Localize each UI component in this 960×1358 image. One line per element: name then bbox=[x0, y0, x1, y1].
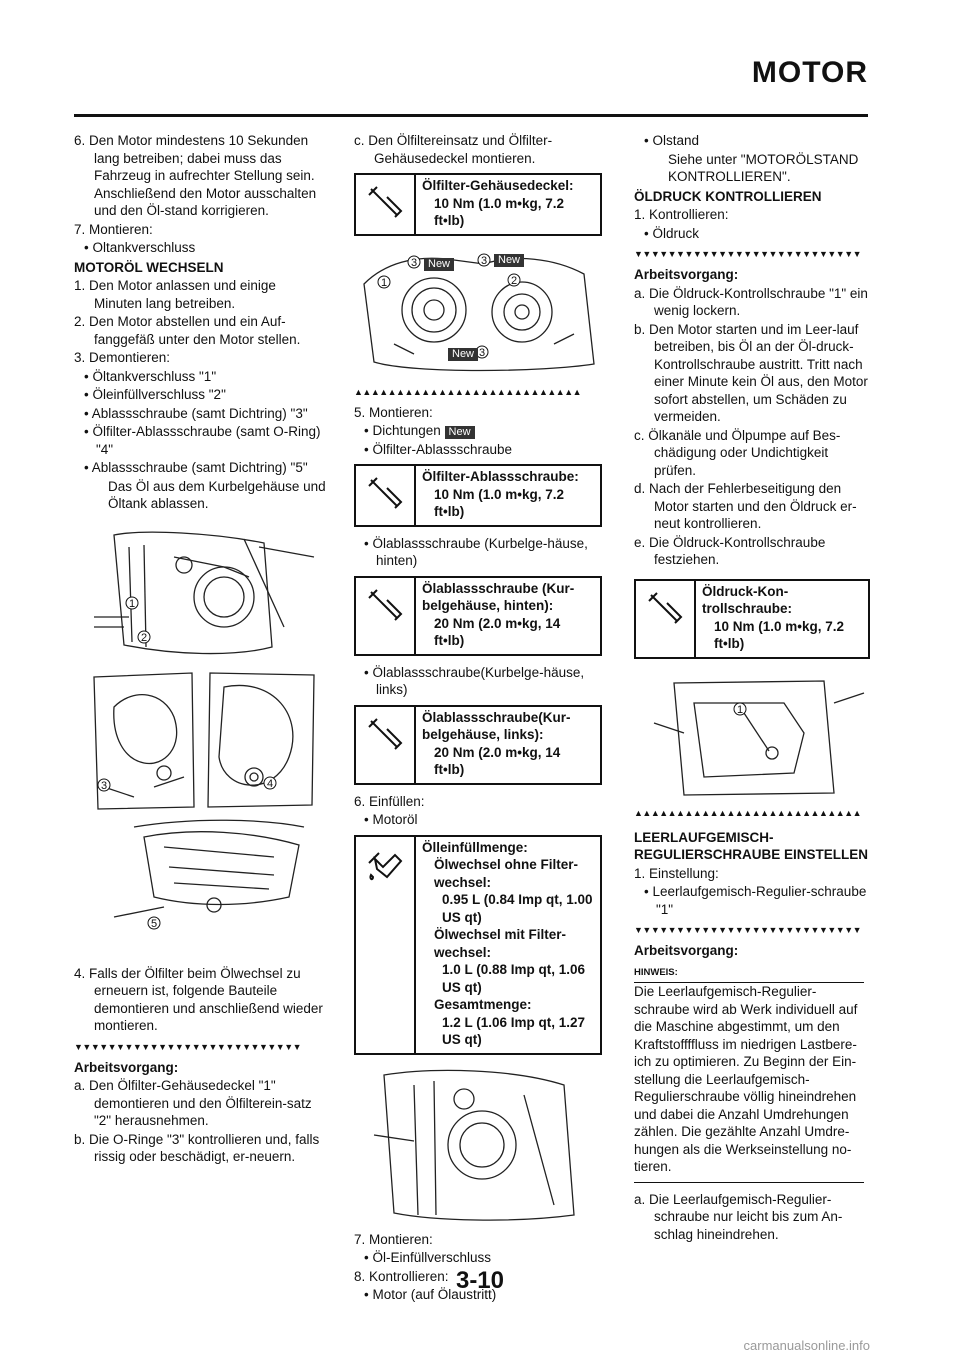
torque-spec bbox=[354, 576, 602, 656]
proc-e: e. Die Öldruck-Kontrollschraube festziehen. bbox=[634, 534, 826, 567]
note-heading: HINWEIS: bbox=[634, 964, 864, 984]
procedure-start-marker: ▼▼▼▼▼▼▼▼▼▼▼▼▼▼▼▼▼▼▼▼▼▼▼▼▼▼▼ bbox=[634, 925, 862, 935]
step-8: 8. Kontrollieren: bbox=[354, 1268, 449, 1284]
page-title: MOTOR bbox=[751, 56, 868, 89]
figure-drain-points bbox=[74, 527, 326, 959]
wrench-icon bbox=[365, 183, 405, 223]
bullet: • Öleinfüllverschluss "2" bbox=[84, 387, 226, 402]
oil-capacity-spec bbox=[354, 835, 602, 1055]
spec-value: 1.2 L (1.06 Imp qt, 1.27 US qt) bbox=[442, 1014, 586, 1047]
callout-5: 5 bbox=[151, 917, 158, 930]
figure-oil-filter bbox=[354, 244, 602, 380]
step-1: 1. Einstellung: bbox=[634, 865, 719, 881]
page-number: 3-10 bbox=[455, 1267, 505, 1294]
wrench-icon bbox=[365, 715, 405, 755]
spec-name: Ölfilter-Ablassschraube: bbox=[422, 469, 579, 484]
callout-4: 4 bbox=[267, 777, 274, 790]
page-header bbox=[0, 0, 960, 140]
bullet: • Ölfilter-Ablassschraube (samt O-Ring) "4" bbox=[84, 424, 321, 457]
step-7: 7. Montieren: bbox=[74, 221, 153, 237]
bullet: • Oltankverschluss bbox=[84, 240, 196, 255]
spec-value: 10 Nm (1.0 m•kg, 7.2 ft•lb) bbox=[434, 486, 565, 519]
spec-value: 0.95 L (0.84 Imp qt, 1.00 US qt) bbox=[442, 892, 593, 925]
proc-a: a. Die Leerlaufgemisch-Regulier-schraube nur leicht bis zum An-schlag hineindrehen. bbox=[634, 1191, 843, 1242]
step-1: 1. Den Motor anlassen und einige Minuten lang betreiben. bbox=[74, 278, 276, 311]
svg-text:1: 1 bbox=[737, 703, 744, 716]
proc-d: d. Nach der Fehlerbeseitigung den Motor starten und den Öldruck er-neut kontrollieren. bbox=[634, 481, 857, 531]
bullet: • Öl-Einfüllverschluss bbox=[364, 1250, 492, 1265]
callout-1: 1 bbox=[129, 597, 136, 610]
procedure-end-marker: ▲▲▲▲▲▲▲▲▲▲▲▲▲▲▲▲▲▲▲▲▲▲▲▲▲▲▲ bbox=[354, 386, 582, 397]
column-1 bbox=[74, 132, 326, 1167]
figure-oil-pressure bbox=[634, 673, 870, 801]
spec-value: 1.0 L (0.88 Imp qt, 1.06 US qt) bbox=[442, 962, 586, 995]
bullet: • Ablassschraube (samt Dichtring) "3" bbox=[84, 405, 308, 421]
torque-spec bbox=[634, 579, 870, 659]
svg-text:3: 3 bbox=[481, 254, 488, 267]
bullet: • Leerlaufgemisch-Regulier-schraube "1" bbox=[644, 884, 867, 917]
step-3: 3. Demontieren: bbox=[74, 350, 171, 365]
svg-text:3: 3 bbox=[479, 346, 486, 359]
spec-value: 20 Nm (2.0 m•kg, 14 ft•lb) bbox=[434, 744, 561, 777]
bullet-note: Siehe unter "MOTORÖLSTAND KONTROLLIEREN". bbox=[668, 151, 859, 184]
bullet: • Motoröl bbox=[364, 812, 418, 827]
bullet: • Ölablassschraube (Kurbelge-häuse, hinten) bbox=[364, 535, 588, 568]
wrench-icon bbox=[365, 586, 405, 626]
callout-2: 2 bbox=[141, 631, 148, 644]
procedure-start-marker: ▼▼▼▼▼▼▼▼▼▼▼▼▼▼▼▼▼▼▼▼▼▼▼▼▼▼▼ bbox=[74, 1041, 302, 1052]
callout-3: 3 bbox=[101, 779, 108, 792]
spec-name: Ölfilter-Gehäusedeckel: bbox=[422, 178, 574, 193]
spec-label: Gesamtmenge: bbox=[434, 997, 532, 1012]
spec-value: 10 Nm (1.0 m•kg, 7.2 ft•lb) bbox=[714, 618, 845, 651]
procedure-heading: Arbeitsvorgang: bbox=[634, 267, 739, 282]
section-heading: ÖLDRUCK KONTROLLIEREN bbox=[634, 188, 822, 204]
spec-value: 10 Nm (1.0 m•kg, 7.2 ft•lb) bbox=[434, 195, 565, 228]
spec-name: Ölleinfüllmenge: bbox=[422, 839, 528, 855]
spec-name: Ölablassschraube(Kur-belgehäuse, links): bbox=[422, 709, 571, 742]
torque-spec bbox=[354, 464, 602, 527]
spec-label: Ölwechsel ohne Filter-wechsel: bbox=[434, 857, 579, 890]
engine-drawing bbox=[634, 673, 870, 801]
proc-a: a. Die Öldruck-Kontrollschraube "1" ein wenig lockern. bbox=[634, 285, 868, 318]
proc-c: c. Den Ölfiltereinsatz und Ölfilter-Gehäusedeckel montieren. bbox=[354, 133, 553, 166]
svg-text:2: 2 bbox=[511, 274, 518, 287]
engine-drawing bbox=[354, 1065, 602, 1225]
proc-b: b. Den Motor starten und im Leer-lauf betreiben, bis Öl an der Öl-druck-Kontrollschraube austritt. Tritt nach einer Minute kein Öl aus, den Motor sofort abstellen, um Schäden zu vermeiden. bbox=[634, 321, 868, 424]
step-2: 2. Den Motor abstellen und ein Auf-fanggefäß unter den Motor stellen. bbox=[74, 314, 301, 347]
bullet: • Ölfilter-Ablassschraube bbox=[364, 441, 513, 457]
header-rule bbox=[74, 114, 868, 117]
spec-value: 20 Nm (2.0 m•kg, 14 ft•lb) bbox=[434, 615, 561, 648]
section-heading: MOTORÖL WECHSELN bbox=[74, 259, 224, 275]
bullet: • Olstand bbox=[644, 133, 700, 148]
bullet: • Öldruck bbox=[644, 225, 699, 241]
bullet: • Ölablassschraube(Kurbelge-häuse, links) bbox=[364, 664, 585, 697]
engine-drawing bbox=[74, 527, 326, 959]
procedure-heading: Arbeitsvorgang: bbox=[634, 943, 739, 958]
procedure-heading: Arbeitsvorgang: bbox=[74, 1059, 179, 1075]
step-6: 6. Einfüllen: bbox=[354, 793, 425, 809]
spec-name: Öldruck-Kon-trollschraube: bbox=[702, 583, 793, 616]
step-5: 5. Montieren: bbox=[354, 404, 433, 420]
oil-can-icon bbox=[365, 845, 405, 885]
spec-name: Ölablassschraube (Kur-belgehäuse, hinten): bbox=[422, 580, 575, 613]
bullet: • Motor (auf Ölaustritt) bbox=[364, 1287, 497, 1302]
column-3 bbox=[634, 132, 870, 1244]
wrench-icon bbox=[365, 474, 405, 514]
watermark: carmanualsonline.info bbox=[743, 1338, 870, 1353]
column-2 bbox=[354, 132, 602, 1305]
wrench-icon bbox=[645, 589, 685, 629]
bullet: • Ablassschraube (samt Dichtring) "5" bbox=[84, 460, 308, 475]
new-badge: New bbox=[448, 348, 478, 361]
step-7: 7. Montieren: bbox=[354, 1231, 433, 1247]
proc-a: a. Den Ölfilter-Gehäusedeckel "1" demontieren und den Ölfilterein-satz "2" herausnehmen. bbox=[74, 1078, 312, 1128]
bullet: • Dichtungen New bbox=[354, 422, 602, 440]
new-badge: New bbox=[424, 258, 454, 271]
figure-oil-filler bbox=[354, 1065, 602, 1225]
procedure-start-marker: ▼▼▼▼▼▼▼▼▼▼▼▼▼▼▼▼▼▼▼▼▼▼▼▼▼▼▼ bbox=[634, 249, 862, 259]
step-4: 4. Falls der Ölfilter beim Ölwechsel zu erneuern ist, folgende Bauteile demontieren und anschließend wieder montieren. bbox=[74, 965, 323, 1033]
new-badge: New bbox=[445, 426, 475, 439]
svg-text:1: 1 bbox=[381, 276, 388, 289]
step-1: 1. Kontrollieren: bbox=[634, 207, 729, 222]
procedure-end-marker: ▲▲▲▲▲▲▲▲▲▲▲▲▲▲▲▲▲▲▲▲▲▲▲▲▲▲▲ bbox=[634, 807, 862, 818]
torque-spec bbox=[354, 173, 602, 236]
note-end-rule bbox=[634, 1182, 864, 1183]
svg-text:3: 3 bbox=[411, 256, 418, 269]
section-heading: LEERLAUFGEMISCH-REGULIERSCHRAUBE EINSTELLEN bbox=[634, 829, 869, 862]
step-6: 6. Den Motor mindestens 10 Sekunden lang betreiben; dabei muss das Fahrzeug in aufrechter Stellung sein. Anschließend den Motor ausschalten und den Öl-stand korrigieren. bbox=[74, 133, 317, 218]
torque-spec bbox=[354, 705, 602, 785]
proc-c: c. Ölkanäle und Ölpumpe auf Bes-chädigung oder Undichtigkeit prüfen. bbox=[634, 427, 841, 478]
bullet: • Öltankverschluss "1" bbox=[84, 368, 217, 384]
spec-label: Ölwechsel mit Filter-wechsel: bbox=[434, 927, 567, 960]
note-text: Die Leerlaufgemisch-Regulier-schraube wird ab Werk individuell auf die Maschine abgestimmt, um den Kraftstoffffluss im niedrigen Lastbere-ich zu optimieren. Zu Beginn der Ein-stellung die Leerlaufgemisch-Regulierschraube völlig hineindrehen und dabei die Anzahl Umdrehungen zählen. Die gezählte Anzahl Umdre-hungen als die Werkseinstellung no-tieren. bbox=[634, 984, 858, 1174]
bullet-note: Das Öl aus dem Kurbelgehäuse und Öltank ablassen. bbox=[108, 478, 326, 511]
new-badge: New bbox=[494, 254, 524, 267]
proc-b: b. Die O-Ringe "3" kontrollieren und, falls rissig oder beschädigt, er-neuern. bbox=[74, 1131, 320, 1164]
